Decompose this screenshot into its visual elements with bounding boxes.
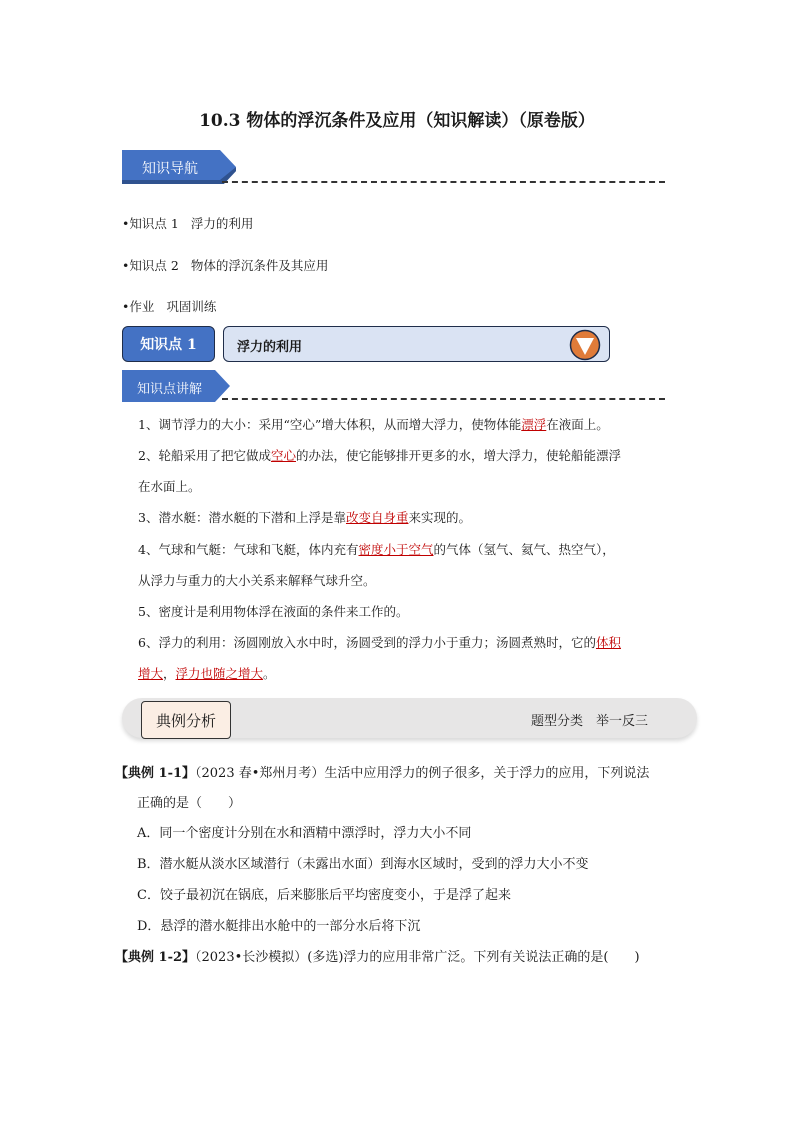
example-1-1-stem: 【典例 1-1】（2023 春•郑州月考）生活中应用浮力的例子很多，关于浮力的应用，下列说法	[115, 766, 650, 781]
banner-label: 知识导航	[142, 161, 198, 177]
point-6: 6、浮力的利用：汤圆刚放入水中时，汤圆受到的浮力小于重力；汤圆煮熟时，它的体积 增大，浮力也随之增大。	[138, 635, 621, 681]
example-analysis-tag: 典例分析	[141, 701, 231, 739]
example-1-1-option-d[interactable]: D．悬浮的潜水艇排出水舱中的一部分水后将下沉	[137, 919, 421, 934]
point-1: 1、调节浮力的大小：采用“空心”增大体积，从而增大浮力，使物体能漂浮在液面上。	[138, 417, 609, 432]
example-category-label: 题型分类 举一反三	[531, 714, 649, 729]
example-1-1-option-b[interactable]: B．潜水艇从淡水区域潜行（未露出水面）到海水区域时，受到的浮力大小不变	[137, 857, 589, 872]
toc-item-2[interactable]: •知识点 2 物体的浮沉条件及其应用	[122, 258, 329, 273]
point-4: 4、气球和气艇：气球和飞艇，体内充有密度小于空气的气体（氢气、氦气、热空气）， 从浮力与重力的大小关系来解释气球升空。	[138, 542, 615, 588]
knowledge-point-1-header[interactable]	[223, 326, 610, 362]
point-2: 2、轮船采用了把它做成空心的办法，使它能够排开更多的水，增大浮力，使轮船能漂浮 在水面上。	[138, 448, 621, 494]
page-title: 10.3 物体的浮沉条件及应用（知识解读）（原卷版）	[199, 111, 595, 131]
knowledge-point-1-tag: 知识点 1	[122, 326, 215, 362]
point-5: 5、密度计是利用物体浮在液面的条件来工作的。	[138, 604, 409, 619]
dashed-divider	[222, 181, 665, 183]
toc-item-3[interactable]: •作业 巩固训练	[122, 299, 217, 314]
example-1-1-option-c[interactable]: C．饺子最初沉在锅底，后来膨胀后平均密度变小，于是浮了起来	[137, 888, 511, 903]
example-1-2-stem: 【典例 1-2】（2023•长沙模拟）(多选)浮力的应用非常广泛。下列有关说法正确的是( )	[115, 950, 640, 965]
knowledge-explanation-banner	[122, 370, 230, 402]
point-3: 3、潜水艇：潜水艇的下潜和上浮是靠改变自身重来实现的。	[138, 510, 471, 525]
knowledge-navigation-banner	[122, 150, 236, 184]
knowledge-point-1-title: 浮力的利用	[237, 340, 303, 355]
banner-label: 知识点讲解	[137, 382, 203, 397]
example-1-1-stem-cont: 正确的是（ ）	[137, 796, 242, 811]
toc-item-1[interactable]: •知识点 1 浮力的利用	[122, 216, 254, 231]
example-1-1-option-a[interactable]: A．同一个密度计分别在水和酒精中漂浮时，浮力大小不同	[137, 826, 472, 841]
dashed-divider	[222, 398, 665, 400]
expand-triangle-icon[interactable]	[569, 329, 601, 361]
